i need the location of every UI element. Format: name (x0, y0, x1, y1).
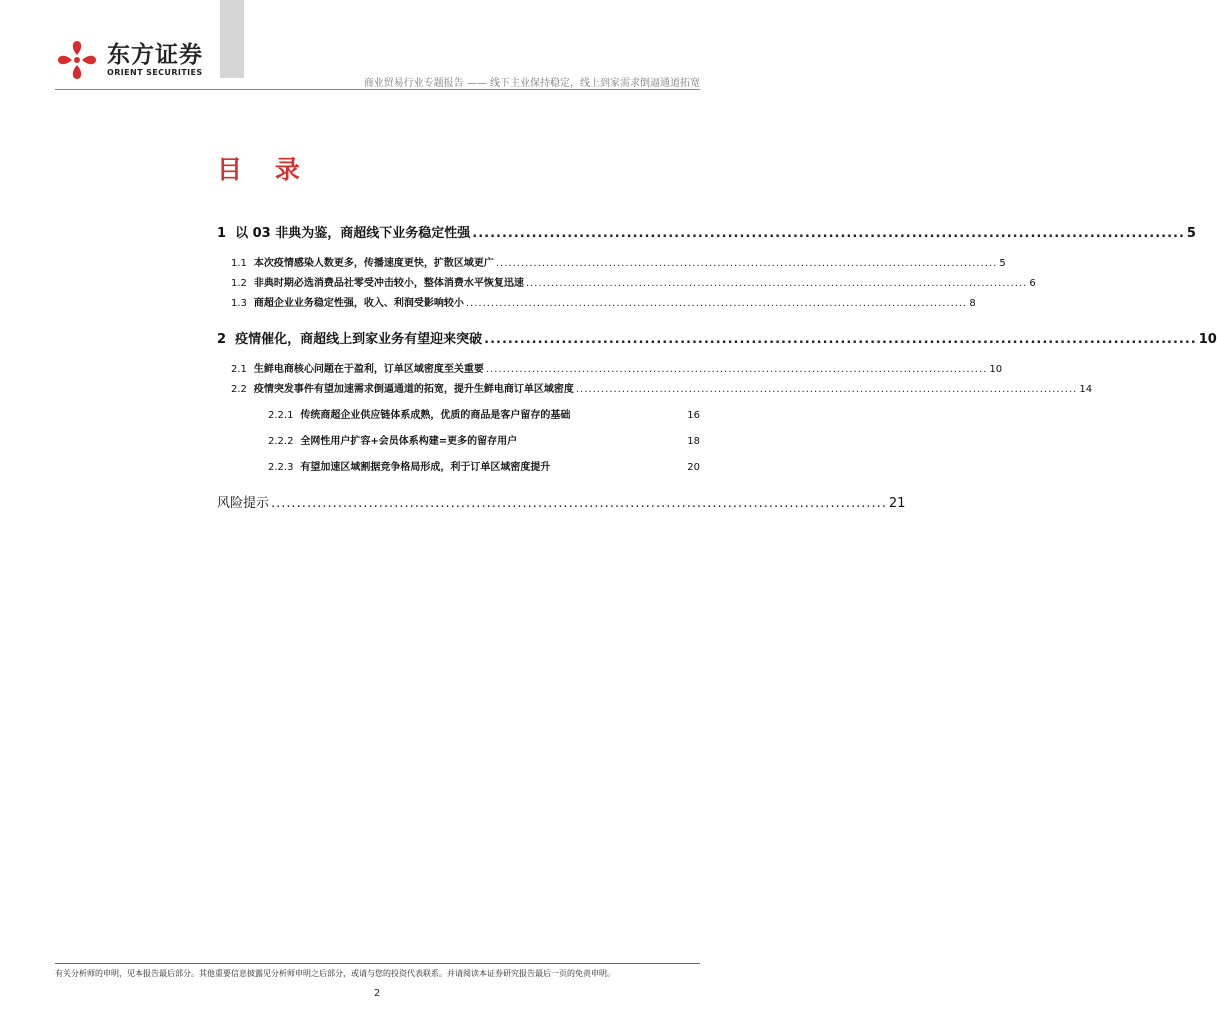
brand-name-en: ORIENT SECURITIES (107, 68, 203, 77)
toc-entry-page: 18 (687, 436, 700, 447)
header-divider (55, 89, 700, 90)
footer-divider (55, 963, 700, 964)
toc-entry-number: 1 (217, 226, 227, 241)
brand-name-cn: 东方证券 (107, 42, 203, 68)
toc-leader-dots: ........................................................................................................................ (575, 384, 1078, 395)
toc-leader-dots: ........................................................................................................................ (484, 332, 1197, 347)
company-logo (55, 38, 203, 82)
toc-entry-page: 14 (1079, 384, 1093, 395)
toc-entry-page: 20 (687, 462, 700, 473)
toc-entry-number: 2.2.3 (268, 462, 294, 473)
toc-leader-dots: ........................................................................................................................ (465, 298, 968, 309)
toc-entry-number: 1.2 (231, 278, 247, 289)
toc-entry-text: 全网性用户扩容+会员体系构建=更多的留存用户 (300, 436, 518, 447)
toc-entry-1-1[interactable] (231, 254, 1006, 269)
toc-entry-text: 非典时期必选消费品社零受冲击较小，整体消费水平恢复迅速 (253, 278, 524, 289)
toc-entry-risk[interactable] (217, 492, 906, 511)
toc-entry-number: 2 (217, 332, 227, 347)
toc-entry-2-2[interactable] (231, 380, 1093, 395)
toc-entry-number: 2.2.1 (268, 410, 294, 421)
toc-entry-2[interactable] (217, 328, 1217, 347)
toc-entry-page: 10 (1198, 332, 1217, 347)
toc-leader-dots: ........................................................................................................................ (271, 496, 887, 511)
toc-entry-2-2-2[interactable] (268, 432, 700, 447)
toc-heading: 目 录 (217, 155, 312, 184)
toc-entry-2-1[interactable] (231, 360, 1003, 375)
toc-entry-text: 本次疫情感染人数更多，传播速度更快，扩散区域更广 (253, 258, 494, 269)
toc-entry-text: 商超企业业务稳定性强，收入、利润受影响较小 (253, 298, 464, 309)
toc-entry-1-2[interactable] (231, 274, 1036, 289)
toc-entry-page: 5 (1186, 226, 1196, 241)
header-decor-bar (220, 0, 244, 78)
toc-entry-1-3[interactable] (231, 294, 976, 309)
orient-logo-icon (55, 38, 99, 82)
toc-entry-page: 8 (969, 298, 976, 309)
toc-entry-number: 2.2.2 (268, 436, 294, 447)
toc-entry-number: 1.1 (231, 258, 247, 269)
toc-leader-dots: ........................................................................................................................ (525, 278, 1028, 289)
footer-disclaimer: 有关分析师的申明，见本报告最后部分。其他重要信息披露见分析师申明之后部分，或请与您的投资代表联系。并请阅读本证券研究报告最后一页的免责申明。 (55, 969, 615, 978)
toc-leader-dots: ........................................................................................................................ (472, 226, 1185, 241)
toc-entry-number: 1.3 (231, 298, 247, 309)
toc-entry-text: 疫情突发事件有望加速需求倒逼通道的拓宽，提升生鲜电商订单区域密度 (253, 384, 574, 395)
toc-entry-text: 有望加速区域割据竞争格局形成，利于订单区域密度提升 (300, 462, 551, 473)
toc-entry-2-2-1[interactable] (268, 406, 700, 421)
toc-entry-text: 生鲜电商核心问题在于盈利，订单区域密度至关重要 (253, 364, 484, 375)
toc-entry-2-2-3[interactable] (268, 458, 700, 473)
toc-leader-dots: ........................................................................................................................ (485, 364, 988, 375)
toc-entry-text: 以 03 非典为鉴，商超线下业务稳定性强 (235, 226, 471, 241)
toc-entry-page: 10 (989, 364, 1003, 375)
page-number: 2 (373, 988, 381, 999)
toc-entry-text: 传统商超企业供应链体系成熟，优质的商品是客户留存的基础 (300, 410, 571, 421)
toc-entry-page: 5 (999, 258, 1006, 269)
toc-leader-dots: ........................................................................................................................ (495, 258, 998, 269)
toc-entry-page: 16 (687, 410, 700, 421)
toc-entry-page: 21 (888, 496, 906, 511)
toc-entry-number: 2.1 (231, 364, 247, 375)
toc-entry-text: 疫情催化，商超线上到家业务有望迎来突破 (235, 332, 483, 347)
toc-entry-text: 风险提示 (217, 496, 270, 511)
report-title: 商业贸易行业专题报告 —— 线下主业保持稳定，线上到家需求倒逼通道拓宽 (363, 78, 700, 89)
toc-entry-number: 2.2 (231, 384, 247, 395)
toc-entry-1[interactable] (217, 222, 1196, 241)
toc-entry-page: 6 (1029, 278, 1036, 289)
